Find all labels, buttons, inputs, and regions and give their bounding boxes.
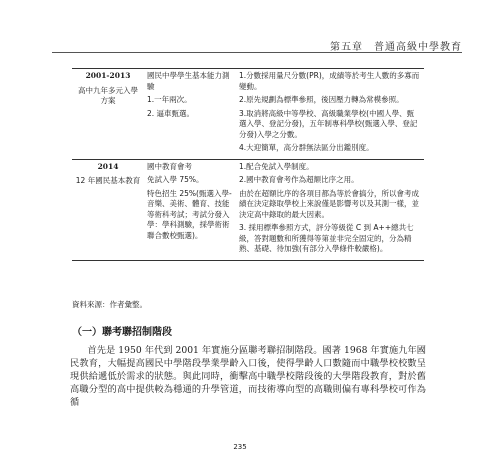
- header-rule: [52, 52, 462, 53]
- table-row: [72, 159, 424, 260]
- policy-label: 12 年國民基本教育: [75, 176, 141, 185]
- body-text: [70, 344, 426, 409]
- period-cell: [72, 159, 144, 260]
- notes-cell: [236, 69, 424, 160]
- note-text: 1.分數採用量尺分數(PR)，成績等於考生人數的多寡而變動。: [239, 71, 420, 91]
- section-heading: （一）聯考聯招制階段: [72, 327, 172, 338]
- body-paragraph: 首先是 1950 年代到 2001 年實施分區聯考聯招制階段。國著 1968 年實施九年國民教育，大幅提高國民中學階段學業學齡入口後，使得學齡人口數隨而中職學校校數呈現供給遞低於需求的狀態。與此同時，衝擊高中職學校階段後的大學階段教育，對於舊高職分型的高中提供較為穩通的升學管道，而技術導向型的高職則偏有專科學校可作為循: [70, 345, 426, 408]
- period-label: 2001-2013: [85, 71, 131, 80]
- source-note: 資料來源：作者彙整。: [72, 300, 147, 309]
- note-text: 3.取消將高級中等學校、高級職業學校(中國人學、甄選入學、登記分發)，五年制專科學校(甄選入學、登記分發)入學之分數。: [239, 108, 418, 139]
- period-label: 2014: [97, 161, 119, 171]
- feature-text: 1.一年兩次。: [147, 95, 192, 104]
- feature-text: 免試入學 75%。: [147, 175, 204, 184]
- feature-cell: [144, 69, 236, 160]
- note-text: 1.配合免試入學制度。: [239, 161, 314, 171]
- comparison-table: [72, 68, 424, 261]
- note-text: 2.國中教育會考作為超額比序之用。: [239, 175, 359, 184]
- note-text: 由於在超額比序的各項目都為等於會搞分，所以會考成績在決定錄取學校上來說僅是影響考以及其測一樣，並決定高中錄取的最大因素。: [239, 188, 419, 219]
- table-row: [72, 69, 424, 160]
- note-text: 3. 採用標準參照方式，評分等級從 C 到 A++總共七級，答對題數和所獲得等第並非完全固定的，分為精熟、基礎、待加強(有部分入學條件較嚴格)。: [239, 223, 414, 253]
- feature-text: 國中教育會考: [147, 161, 192, 171]
- feature-text: 2. 逼車甄選。: [147, 108, 195, 118]
- feature-text: 特色招生 25%(甄選入學-音樂、美術、體育、技能等術科考試；考試分發入學：學科測驗，採學術術聯合數校甄選)。: [147, 188, 232, 240]
- feature-cell: [144, 159, 236, 260]
- feature-text: 國民中學學生基本能力測驗: [147, 71, 230, 91]
- notes-cell: [236, 159, 424, 260]
- note-text: 2.原先規劃為標準參照，後因壓力轉為常模參照。: [239, 95, 404, 104]
- running-header: 第五章 普通高級中學教育: [330, 42, 462, 53]
- note-text: 4.大迎簡單，高分群無法區分出鑑別度。: [239, 143, 374, 152]
- policy-label: 高中九年多元入學方案: [78, 85, 138, 105]
- page-number: 235: [233, 443, 247, 451]
- period-cell: [72, 69, 144, 160]
